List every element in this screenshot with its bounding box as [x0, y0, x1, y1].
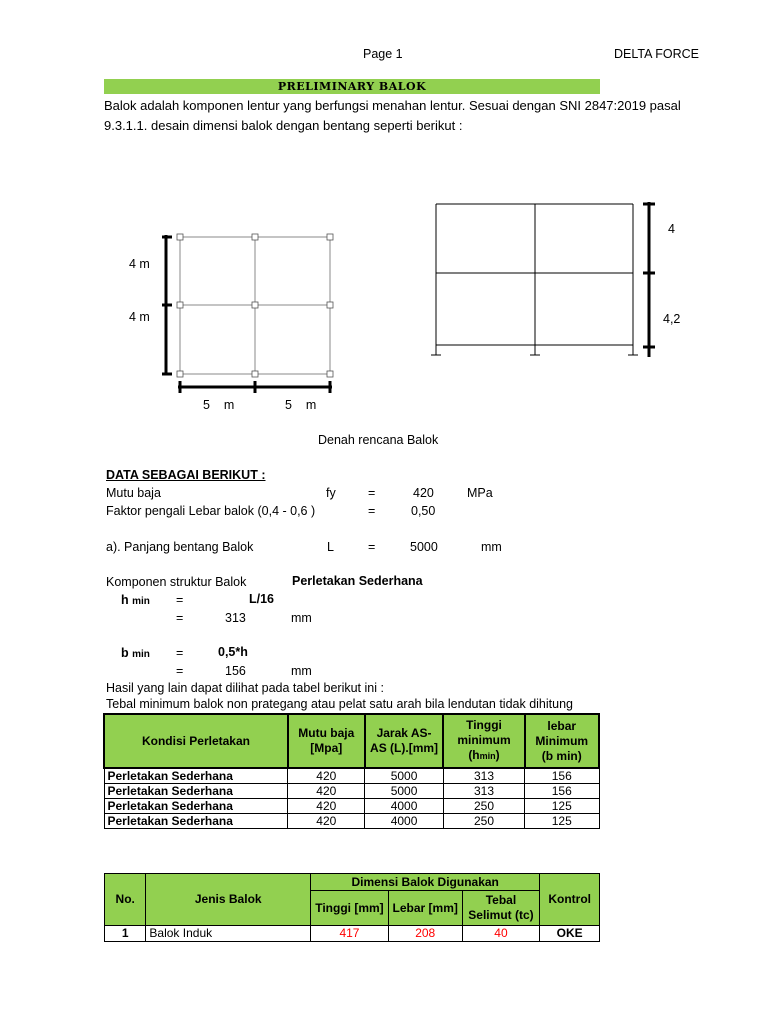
intro-paragraph: Balok adalah komponen lentur yang berfungsi menahan lentur. Sesuai dengan SNI 2847:2019 pasal 9.3.1.1. desain dimensi balok dengan bentang seperti berikut : [104, 98, 681, 133]
bmin-symbol: b [121, 646, 129, 660]
minimum-thickness-table [103, 713, 600, 829]
beam-dimension-table [104, 873, 600, 942]
table-header-row [105, 874, 600, 891]
cell: 420 [288, 784, 365, 799]
cell-tebal: 40 [462, 926, 540, 942]
bmin-eq2: = [176, 664, 184, 678]
cell: 313 [443, 768, 524, 784]
bmin-subscript: min [132, 649, 150, 660]
hmin-label [121, 593, 150, 607]
data-heading: DATA SEBAGAI BERIKUT : [106, 468, 266, 482]
cell: 420 [288, 799, 365, 814]
cell: Perletakan Sederhana [104, 768, 288, 784]
table-row [104, 814, 599, 829]
hmin-eq: = [176, 593, 184, 607]
cell: 125 [525, 814, 600, 829]
cell-lebar: 208 [388, 926, 462, 942]
col-tinggi [443, 714, 524, 768]
cell: 125 [525, 799, 600, 814]
table-row [104, 768, 599, 784]
faktor-label: Faktor pengali Lebar balok (0,4 - 0,6 ) [106, 504, 316, 518]
bmin-label [121, 646, 150, 660]
plan-dim-bottom-1: 5 m [203, 398, 235, 412]
hmin-value: 313 [225, 611, 246, 625]
faktor-eq: = [368, 504, 376, 518]
komponen-label: Komponen struktur Balok [106, 575, 247, 589]
cell: 4000 [365, 814, 444, 829]
col-tinggi-open: (h [468, 748, 480, 762]
note-1: Hasil yang lain dapat dilihat pada tabel berikut ini : [106, 681, 384, 695]
bentang-eq: = [368, 540, 376, 554]
cell: 156 [525, 768, 600, 784]
note-2: Tebal minimum balok non prategang atau pelat satu arah bila lendutan tidak dihitung [106, 697, 573, 711]
table-row [104, 784, 599, 799]
bmin-formula: 0,5*h [218, 645, 248, 659]
plan-dim-left-2: 4 m [129, 310, 150, 324]
cell: Perletakan Sederhana [104, 799, 288, 814]
hmin-eq2: = [176, 611, 184, 625]
col-tebal-selimut: Tebal Selimut (tc) [462, 891, 540, 926]
col-kondisi: Kondisi Perletakan [104, 714, 288, 768]
cell: 420 [288, 768, 365, 784]
bmin-eq: = [176, 646, 184, 660]
bentang-label: a). Panjang bentang Balok [106, 540, 254, 554]
cell-tinggi: 417 [311, 926, 389, 942]
cell-kontrol: OKE [540, 926, 600, 942]
cell-no: 1 [105, 926, 146, 942]
hmin-unit: mm [291, 611, 312, 625]
plan-dim-bottom-2: 5 m [285, 398, 317, 412]
plan-dim-left-1: 4 m [129, 257, 150, 271]
col-tinggi-close: ) [495, 748, 500, 762]
page-number: Page 1 [363, 47, 403, 61]
elevation-dim-2: 4,2 [663, 312, 681, 326]
bmin-value: 156 [225, 664, 246, 678]
bentang-unit: mm [481, 540, 502, 554]
elevation-dim-1: 4 [668, 222, 675, 236]
cell: Perletakan Sederhana [104, 784, 288, 799]
cell: 156 [525, 784, 600, 799]
mutu-label: Mutu baja [106, 486, 161, 500]
cell: 313 [443, 784, 524, 799]
elevation-drawing [425, 195, 665, 370]
cell: 4000 [365, 799, 444, 814]
faktor-value: 0,50 [411, 504, 436, 518]
col-mutu: Mutu baja [Mpa] [288, 714, 365, 768]
cell: 250 [443, 814, 524, 829]
cell: 420 [288, 814, 365, 829]
col-tinggi-digunakan: Tinggi [mm] [311, 891, 389, 926]
mutu-eq: = [368, 486, 376, 500]
cell: 250 [443, 799, 524, 814]
bentang-symbol: L [327, 540, 334, 554]
cell: Perletakan Sederhana [104, 814, 288, 829]
col-lebar-digunakan: Lebar [mm] [388, 891, 462, 926]
hmin-symbol: h [121, 593, 129, 607]
bentang-value: 5000 [410, 540, 438, 554]
cell: 5000 [365, 784, 444, 799]
cell-jenis: Balok Induk [146, 926, 311, 942]
plan-drawing [120, 225, 350, 415]
mutu-value: 420 [413, 486, 434, 500]
hmin-formula: L/16 [249, 592, 275, 606]
table-row [105, 926, 600, 942]
company-name: DELTA FORCE [614, 47, 699, 61]
mutu-unit: MPa [467, 486, 493, 500]
col-tinggi-sub: min [479, 751, 496, 761]
table-row [104, 799, 599, 814]
col-lebar: lebar Minimum (b min) [525, 714, 600, 768]
mutu-symbol: fy [326, 486, 336, 500]
section-title: PRELIMINARY BALOK [104, 79, 600, 94]
col-dimensi: Dimensi Balok Digunakan [311, 874, 540, 891]
col-tinggi-text: Tinggi minimum [457, 718, 511, 747]
col-kontrol: Kontrol [540, 874, 600, 926]
bmin-unit: mm [291, 664, 312, 678]
table-header-row [104, 714, 599, 768]
komponen-value: Perletakan Sederhana [292, 574, 423, 588]
col-jenis: Jenis Balok [146, 874, 311, 926]
figure-caption: Denah rencana Balok [318, 433, 439, 447]
hmin-subscript: min [132, 596, 150, 607]
col-jarak: Jarak AS-AS (L).[mm] [365, 714, 444, 768]
col-no: No. [105, 874, 146, 926]
cell: 5000 [365, 768, 444, 784]
